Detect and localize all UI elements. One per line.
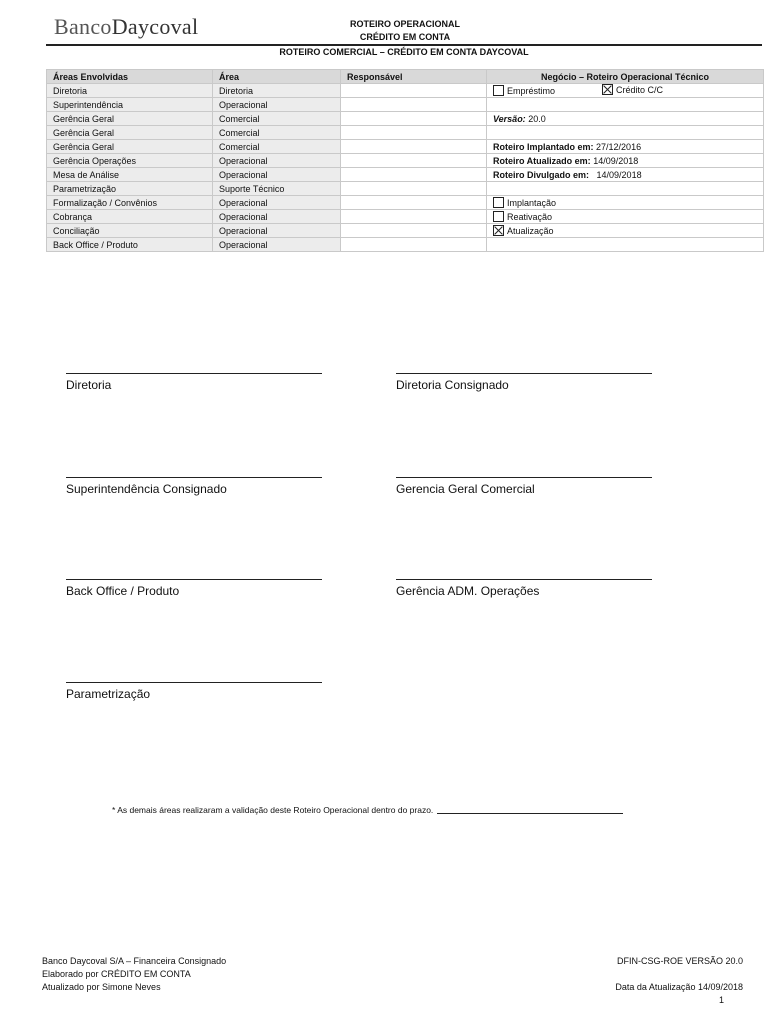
validation-note-text: * As demais áreas realizaram a validação deste Roteiro Operacional dentro do prazo.: [112, 805, 434, 815]
implantado-value: 27/12/2016: [596, 141, 642, 152]
header-responsavel: Responsável: [341, 70, 487, 84]
cell-area-envolvida: Diretoria: [47, 84, 213, 98]
cell-versao: [487, 112, 764, 126]
atualizado-label: Roteiro Atualizado em:: [493, 155, 591, 166]
cell-responsavel[interactable]: [341, 126, 487, 140]
cell-area-envolvida: Formalização / Convênios: [47, 196, 213, 210]
cell-atualizado: [487, 154, 764, 168]
cell-area: Operacional: [213, 224, 341, 238]
table-row: [47, 168, 764, 182]
cell-area: Diretoria: [213, 84, 341, 98]
atualizacao-checkbox[interactable]: [493, 225, 504, 236]
atualizacao-label: Atualização: [507, 225, 554, 236]
cell-area: Suporte Técnico: [213, 182, 341, 196]
signature-label: Parametrização: [66, 687, 151, 701]
signature-label: Back Office / Produto: [66, 584, 180, 598]
signature-block: [396, 373, 652, 392]
header-areas-envolvidas: Áreas Envolvidas: [47, 70, 213, 84]
cell-implantacao: [487, 196, 764, 210]
cell-negocio-empty: [487, 98, 764, 112]
cell-negocio-empty: [487, 182, 764, 196]
cell-area: Operacional: [213, 196, 341, 210]
cell-implantado: [487, 140, 764, 154]
cell-area: Operacional: [213, 210, 341, 224]
cell-responsavel[interactable]: [341, 168, 487, 182]
table-row: [47, 98, 764, 112]
implantado-label: Roteiro Implantado em:: [493, 141, 594, 152]
cell-responsavel[interactable]: [341, 140, 487, 154]
signature-line[interactable]: [66, 477, 322, 478]
cell-negocio-tipo: [487, 84, 764, 98]
signature-line[interactable]: [396, 373, 652, 374]
footer-left: [42, 955, 226, 994]
footer-company: Banco Daycoval S/A – Financeira Consignado: [42, 956, 227, 966]
validation-note: [112, 805, 623, 815]
signature-label: Superintendência Consignado: [66, 482, 227, 496]
reativacao-label: Reativação: [507, 211, 553, 222]
cell-negocio-empty: [487, 238, 764, 252]
cell-negocio-empty: [487, 126, 764, 140]
signature-line[interactable]: [66, 682, 322, 683]
header-negocio: Negócio – Roteiro Operacional Técnico: [487, 70, 764, 84]
implantacao-checkbox[interactable]: [493, 197, 504, 208]
cell-area-envolvida: Cobrança: [47, 210, 213, 224]
logo-text-banco: Banco: [54, 14, 112, 39]
cell-responsavel[interactable]: [341, 210, 487, 224]
implantacao-label: Implantação: [507, 197, 557, 208]
table-row: [47, 126, 764, 140]
cell-area: Operacional: [213, 98, 341, 112]
table-row: [47, 196, 764, 210]
table-row: [47, 210, 764, 224]
signature-block: [396, 477, 652, 496]
signature-line[interactable]: [396, 477, 652, 478]
bank-logo: [54, 14, 198, 40]
footer-update-date: Data da Atualização 14/09/2018: [615, 982, 743, 992]
atualizado-value: 14/09/2018: [593, 155, 639, 166]
cell-area-envolvida: Superintendência: [47, 98, 213, 112]
emprestimo-checkbox[interactable]: [493, 85, 504, 96]
cell-area: Operacional: [213, 154, 341, 168]
signature-line[interactable]: [66, 373, 322, 374]
cell-divulgado: [487, 168, 764, 182]
page-number: 1: [718, 995, 724, 1005]
footer-elaborado: Elaborado por CRÉDITO EM CONTA: [42, 969, 191, 979]
cell-area: Comercial: [213, 126, 341, 140]
cell-area-envolvida: Parametrização: [47, 182, 213, 196]
cell-responsavel[interactable]: [341, 84, 487, 98]
versao-value: 20.0: [528, 113, 546, 124]
signature-line[interactable]: [66, 579, 322, 580]
cell-area-envolvida: Gerência Geral: [47, 126, 213, 140]
document-subtitle: ROTEIRO COMERCIAL – CRÉDITO EM CONTA DAYCOVAL: [279, 47, 529, 57]
cell-responsavel[interactable]: [341, 98, 487, 112]
table-row: [47, 84, 764, 98]
signature-block: [66, 477, 322, 496]
cell-responsavel[interactable]: [341, 182, 487, 196]
cell-area-envolvida: Conciliação: [47, 224, 213, 238]
signature-line[interactable]: [396, 579, 652, 580]
versao-label: Versão:: [493, 113, 526, 124]
table-row: [47, 112, 764, 126]
divulgado-label: Roteiro Divulgado em:: [493, 169, 590, 180]
signature-block: [66, 682, 322, 701]
signature-label: Gerência ADM. Operações: [396, 584, 540, 598]
cell-area-envolvida: Gerência Geral: [47, 112, 213, 126]
cell-area-envolvida: Mesa de Análise: [47, 168, 213, 182]
table-row: [47, 140, 764, 154]
cell-area-envolvida: Gerência Operações: [47, 154, 213, 168]
logo-text-daycoval: Daycoval: [111, 14, 199, 39]
signature-block: [66, 373, 322, 392]
document-subtitle-credit: CRÉDITO EM CONTA: [359, 32, 451, 42]
footer-doc-code: DFIN-CSG-ROE VERSÃO 20.0: [616, 956, 743, 966]
signature-label: Gerencia Geral Comercial: [396, 482, 535, 496]
credito-checkbox[interactable]: [602, 84, 613, 95]
reativacao-checkbox[interactable]: [493, 211, 504, 222]
cell-area: Comercial: [213, 140, 341, 154]
table-row: [47, 224, 764, 238]
table-header-row: [47, 70, 764, 84]
cell-responsavel[interactable]: [341, 224, 487, 238]
cell-area: Operacional: [213, 238, 341, 252]
divulgado-value: 14/09/2018: [596, 169, 642, 180]
credito-option: [602, 84, 663, 96]
areas-table: [46, 69, 764, 252]
cell-responsavel[interactable]: [341, 112, 487, 126]
header-divider: [46, 44, 762, 46]
emprestimo-label: Empréstimo: [507, 85, 556, 96]
validation-signature-line[interactable]: [437, 813, 623, 814]
signature-block: [396, 579, 652, 598]
signature-block: [66, 579, 322, 598]
cell-atualizacao: [487, 224, 764, 238]
cell-area-envolvida: Gerência Geral: [47, 140, 213, 154]
cell-responsavel[interactable]: [341, 154, 487, 168]
signature-label: Diretoria Consignado: [396, 378, 509, 392]
credito-label: Crédito C/C: [616, 85, 664, 95]
footer-atualizado: Atualizado por Simone Neves: [42, 982, 161, 992]
header-area: Área: [213, 70, 341, 84]
cell-reativacao: [487, 210, 764, 224]
table-row: [47, 154, 764, 168]
document-title: ROTEIRO OPERACIONAL: [349, 19, 460, 29]
cell-area: Comercial: [213, 112, 341, 126]
cell-area: Operacional: [213, 168, 341, 182]
table-row: [47, 238, 764, 252]
cell-responsavel[interactable]: [341, 196, 487, 210]
cell-area-envolvida: Back Office / Produto: [47, 238, 213, 252]
signature-label: Diretoria: [66, 378, 112, 392]
table-row: [47, 182, 764, 196]
cell-responsavel[interactable]: [341, 238, 487, 252]
